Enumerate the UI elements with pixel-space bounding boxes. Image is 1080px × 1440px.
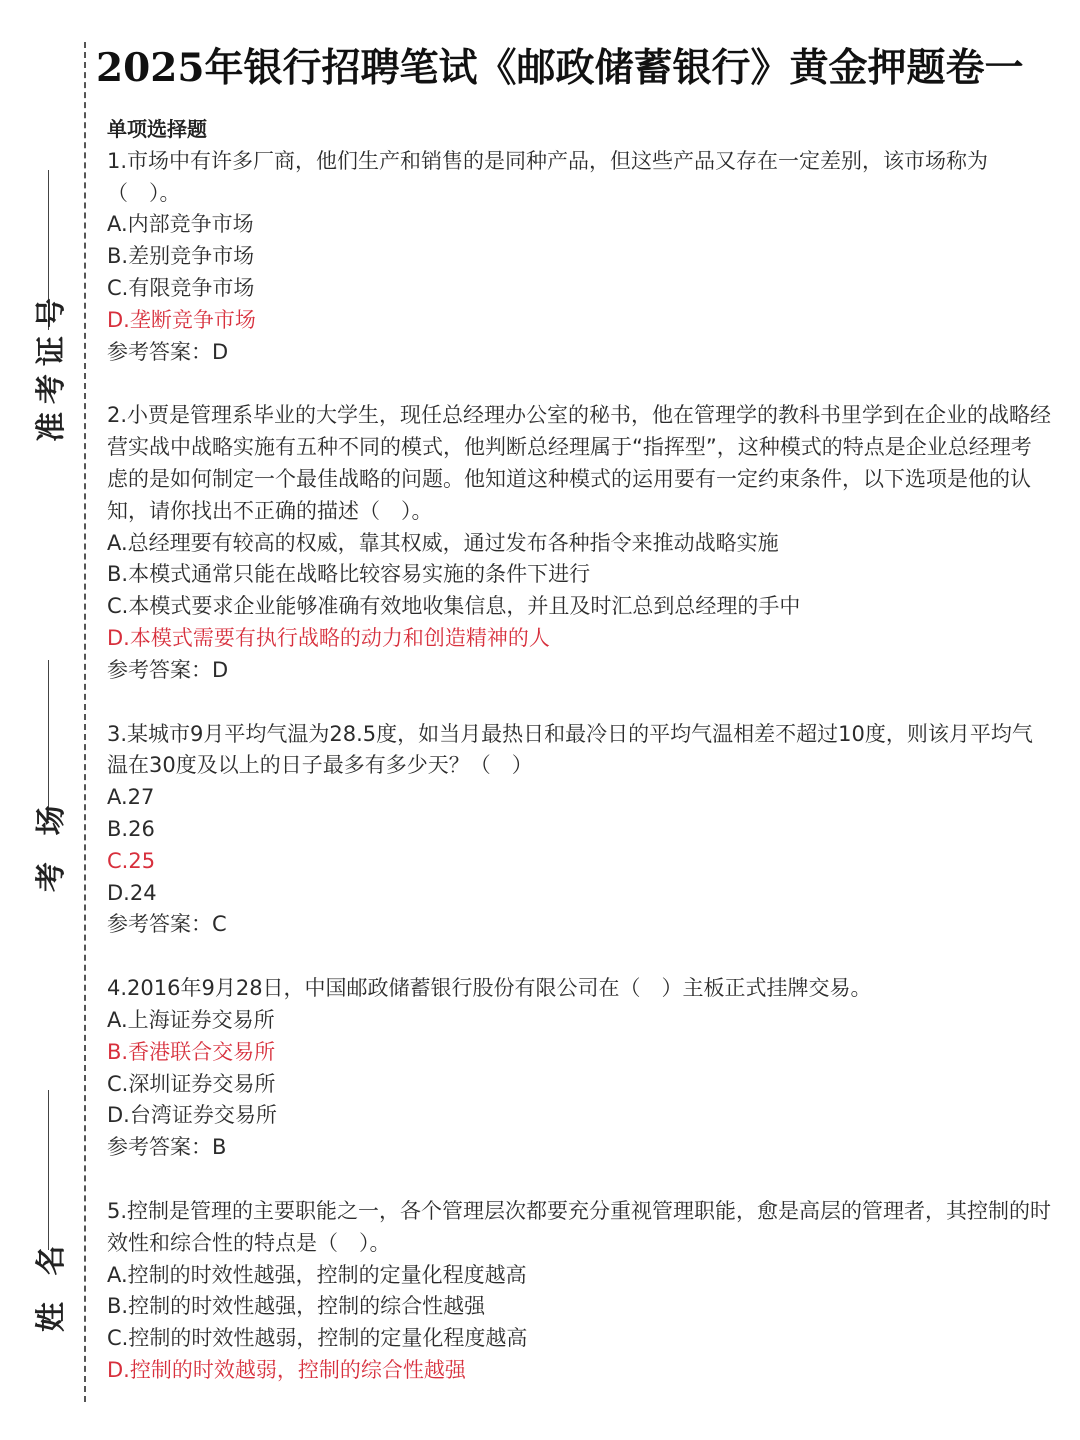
option: D.台湾证券交易所 <box>107 1103 277 1128</box>
option-correct: D.控制的时效越弱，控制的综合性越强 <box>107 1357 466 1382</box>
page-title: 2025年银行招聘笔试《邮政储蓄银行》黄金押题卷一 <box>96 45 1024 91</box>
option-correct: C.25 <box>107 848 156 873</box>
question-stem: 3.某城市9月平均气温为28.5度，如当月最热日和最冷日的平均气温相差不超过10度，则该月平均气温在30度及以上的日子最多有多少天？（ ） <box>107 721 1033 778</box>
option-correct: B.香港联合交易所 <box>107 1039 276 1064</box>
reference-answer: 参考答案：C <box>107 912 227 937</box>
reference-answer: 参考答案：D <box>107 339 229 364</box>
exam-room-field <box>18 660 78 920</box>
question-item <box>107 719 1052 942</box>
question-stem: 2.小贾是管理系毕业的大学生，现任总经理办公室的秘书，他在管理学的教科书里学到在企业的战略经营实战中战略实施有五种不同的模式，他判断总经理属于“指挥型”，这种模式的特点是企业总经理考虑的是如何制定一个最佳战略的问题。他知道这种模式的运用要有一定约束条件，以下选项是他的认知，请你找出不正确的描述（ ）。 <box>107 403 1052 523</box>
exam-room-underline <box>48 660 49 820</box>
option: B.本模式通常只能在战略比较容易实施的条件下进行 <box>107 562 591 587</box>
option: A.上海证券交易所 <box>107 1007 275 1032</box>
option: B.26 <box>107 816 155 841</box>
binding-dashed-line <box>84 42 86 1402</box>
question-item <box>107 1196 1052 1387</box>
question-stem: 1.市场中有许多厂商，他们生产和销售的是同种产品，但这些产品又存在一定差别，该市场称为（ ）。 <box>107 148 989 205</box>
option-correct: D.本模式需要有执行战略的动力和创造精神的人 <box>107 625 550 650</box>
section-heading: 单项选择题 <box>107 117 207 141</box>
option: A.27 <box>107 785 155 810</box>
question-item <box>107 146 1052 369</box>
option: C.有限竞争市场 <box>107 275 255 300</box>
option: C.本模式要求企业能够准确有效地收集信息，并且及时汇总到总经理的手中 <box>107 594 801 619</box>
name-underline <box>48 1090 49 1250</box>
question-item <box>107 400 1052 686</box>
exam-id-label: 准考证号 <box>34 290 69 442</box>
option: B.控制的时效性越强，控制的综合性越强 <box>107 1294 486 1319</box>
exam-room-label: 考 场 <box>34 797 69 892</box>
option: C.控制的时效性越弱，控制的定量化程度越高 <box>107 1326 528 1351</box>
option: A.控制的时效性越强，控制的定量化程度越高 <box>107 1262 527 1287</box>
option: C.深圳证券交易所 <box>107 1071 276 1096</box>
question-list <box>107 146 1052 1387</box>
reference-answer: 参考答案：B <box>107 1135 227 1160</box>
option-correct: D.垄断竞争市场 <box>107 307 256 332</box>
question-stem: 5.控制是管理的主要职能之一，各个管理层次都要充分重视管理职能，愈是高层的管理者，其控制的时效性和综合性的特点是（ ）。 <box>107 1198 1052 1255</box>
option: B.差别竞争市场 <box>107 244 255 269</box>
question-stem: 4.2016年9月28日，中国邮政储蓄银行股份有限公司在（ ）主板正式挂牌交易。 <box>107 976 872 1001</box>
option: D.24 <box>107 880 157 905</box>
option: A.总经理要有较高的权威，靠其权威，通过发布各种指令来推动战略实施 <box>107 530 779 555</box>
exam-id-field <box>18 170 78 490</box>
binding-margin <box>0 0 86 1440</box>
name-label: 姓 名 <box>34 1237 69 1332</box>
option: A.内部竞争市场 <box>107 212 254 237</box>
reference-answer: 参考答案：D <box>107 657 229 682</box>
question-item <box>107 973 1052 1164</box>
question-content <box>107 114 1052 1419</box>
name-field <box>18 1090 78 1360</box>
